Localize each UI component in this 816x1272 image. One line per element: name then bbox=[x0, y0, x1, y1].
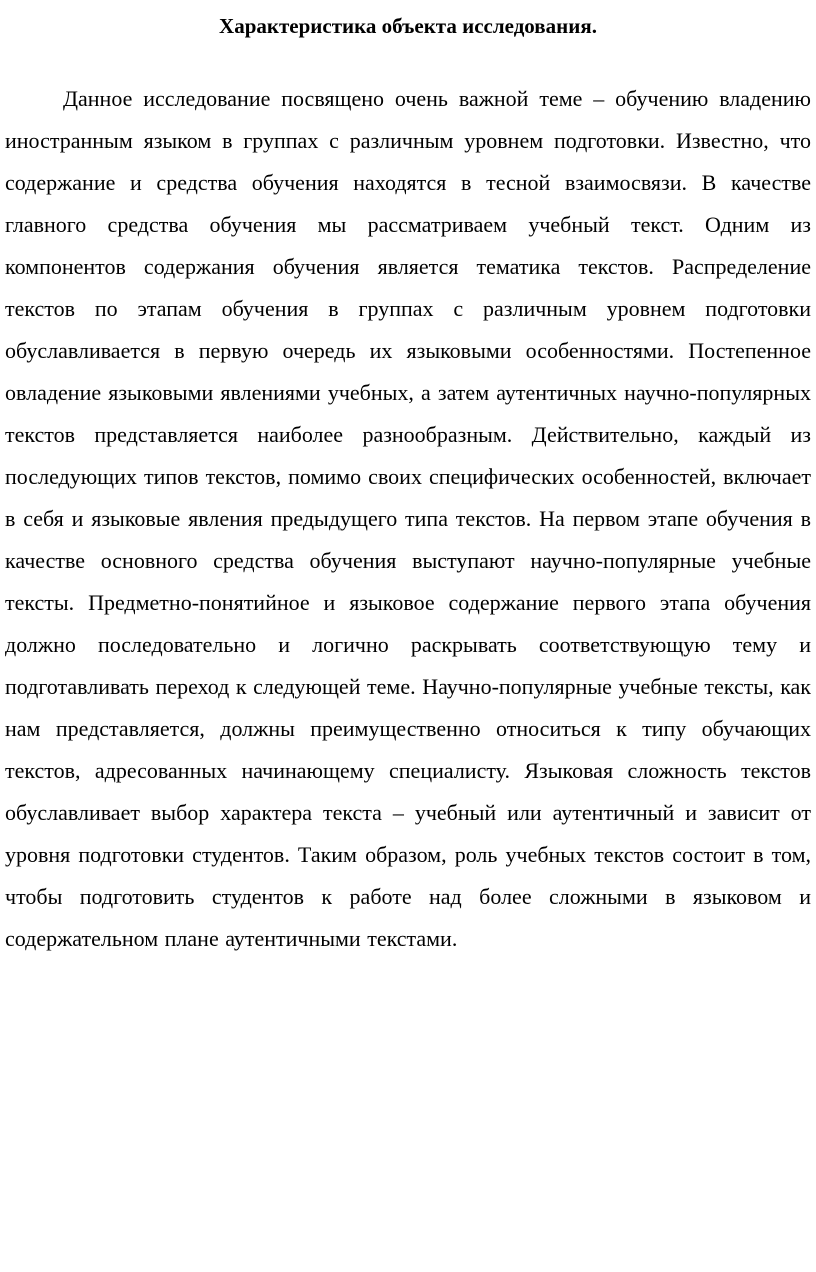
page-title: Характеристика объекта исследования. bbox=[219, 14, 597, 38]
body-paragraph: Данное исследование посвящено очень важной теме – обучению владению иностранным языком в группах с различным уровнем подготовки. Известно, что содержание и средства обучения находятся в тесной взаимосвязи. В качестве главного средства обучения мы рассматриваем учебный текст. Одним из компонентов содержания обучения является тематика текстов. Распределение текстов по этапам обучения в группах с различным уровнем подготовки обуславливается в первую очередь их языковыми особенностями. Постепенное овладение языковыми явлениями учебных, а затем аутентичных научно-популярных текстов представляется наиболее разнообразным. Действительно, каждый из последующих типов текстов, помимо своих специфических особенностей, включает в себя и языковые явления предыдущего типа текстов. На первом этапе обучения в качестве основного средства обучения выступают научно-популярные учебные тексты. Предметно-понятийное и языковое содержание первого этапа обучения должно последовательно и логично раскрывать соответствующую тему и подготавливать переход к следующей теме. Научно-популярные учебные тексты, как нам представляется, должны преимущественно относиться к типу обучающих текстов, адресованных начинающему специалисту. Языковая сложность текстов обуславливает выбор характера текста – учебный или аутентичный и зависит от уровня подготовки студентов. Таким образом, роль учебных текстов состоит в том, чтобы подготовить студентов к работе над более сложными в языковом и содержательном плане аутентичными текстами. bbox=[5, 86, 811, 951]
